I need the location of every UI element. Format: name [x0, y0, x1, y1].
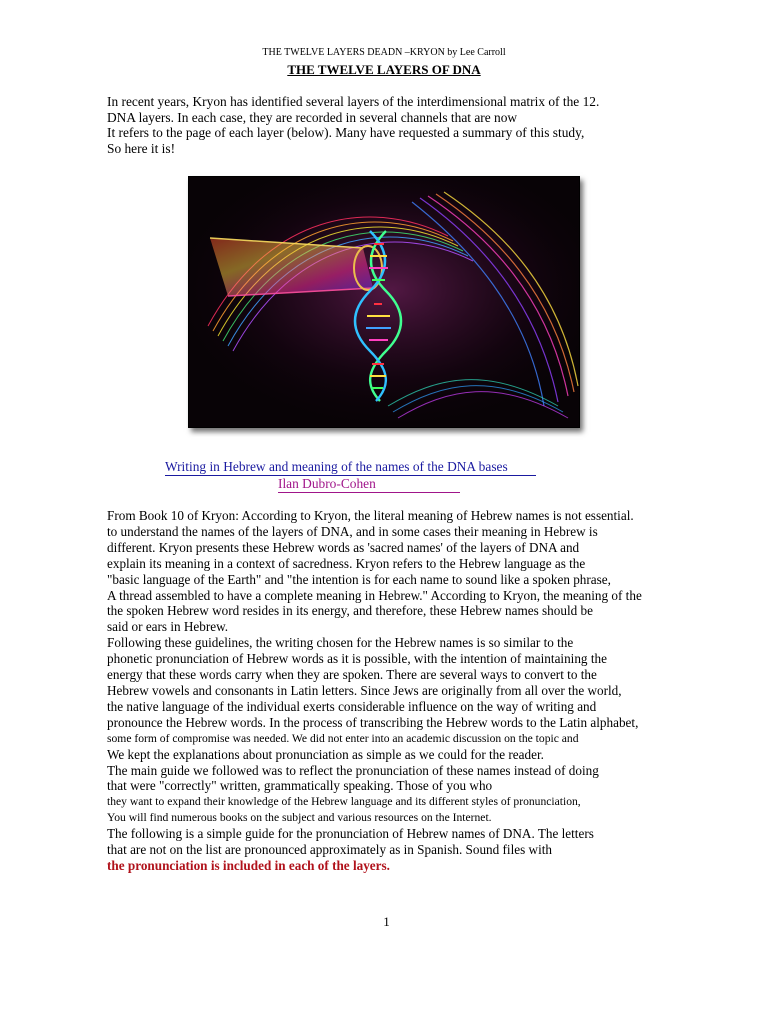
body-line: the native language of the individual exerts considerable influence on the way of writing and [107, 698, 597, 714]
author-line [278, 476, 496, 493]
body-paragraphs [107, 508, 687, 874]
subtitle-hebrew-writing: Writing in Hebrew and meaning of the names of the DNA bases [165, 459, 536, 476]
body-line: A thread assembled to have a complete meaning in Hebrew." According to Kryon, the meaning of the [107, 587, 642, 603]
body-line: The following is a simple guide for the pronunciation of Hebrew names of DNA. The letters [107, 826, 594, 842]
body-line: Hebrew vowels and consonants in Latin letters. Since Jews are originally from all over the world, [107, 682, 622, 698]
body-line: We kept the explanations about pronunciation as simple as we could for the reader. [107, 746, 544, 762]
body-line: The main guide we followed was to reflect the pronunciation of these names instead of doing [107, 762, 599, 778]
body-line: said or ears in Hebrew. [107, 619, 229, 635]
body-line: that were "correctly" written, grammatically speaking. Those of you who [107, 778, 493, 794]
dna-illustration [188, 176, 580, 428]
body-line: to understand the names of the layers of DNA, and in some cases their meaning in Hebrew is [107, 523, 598, 539]
body-line: explain its meaning in a context of sacredness. Kryon refers to the Hebrew language as the [107, 555, 586, 571]
body-line: some form of compromise was needed. We did not enter into an academic discussion on the topic and [107, 731, 579, 745]
body-line: the spoken Hebrew word resides in its energy, and therefore, these Hebrew names should be [107, 603, 593, 619]
intro-line: In recent years, Kryon has identified several layers of the interdimensional matrix of the 12. [107, 94, 600, 109]
body-line: that are not on the list are pronounced approximately as in Spanish. Sound files with [107, 842, 552, 858]
body-line: they want to expand their knowledge of the Hebrew language and its different styles of pronunciation, [107, 795, 581, 809]
intro-paragraph [107, 94, 667, 157]
running-head: THE TWELVE LAYERS DEADN –KRYON by Lee Carroll [262, 47, 506, 58]
body-line: You will find numerous books on the subject and various resources on the Internet. [107, 811, 492, 825]
body-line: pronounce the Hebrew words. In the process of transcribing the Hebrew words to the Latin alphabet, [107, 714, 639, 730]
intro-line: DNA layers. In each case, they are recorded in several channels that are now [107, 109, 518, 125]
author-name: Ilan Dubro-Cohen [278, 476, 460, 493]
intro-line: It refers to the page of each layer (below). Many have requested a summary of this study, [107, 125, 585, 141]
body-line: From Book 10 of Kryon: According to Kryon, the literal meaning of Hebrew names is not essential. [107, 508, 634, 523]
dna-artwork [188, 176, 580, 428]
body-line: Following these guidelines, the writing chosen for the Hebrew names is so similar to the [107, 635, 574, 651]
body-line: phonetic pronunciation of Hebrew words as it is possible, with the intention of maintaining the [107, 651, 607, 667]
page-number: 1 [383, 914, 390, 929]
body-line: "basic language of the Earth" and "the intention is for each name to sound like a spoken phrase, [107, 571, 611, 587]
body-line: different. Kryon presents these Hebrew words as 'sacred names' of the layers of DNA and [107, 539, 580, 555]
subtitle-link [165, 459, 609, 476]
page-title: THE TWELVE LAYERS OF DNA [287, 62, 481, 77]
intro-line: So here it is! [107, 141, 176, 157]
body-line: energy that these words carry when they are spoken. There are several ways to convert to the [107, 667, 597, 683]
highlighted-line: the pronunciation is included in each of the layers. [107, 857, 390, 873]
